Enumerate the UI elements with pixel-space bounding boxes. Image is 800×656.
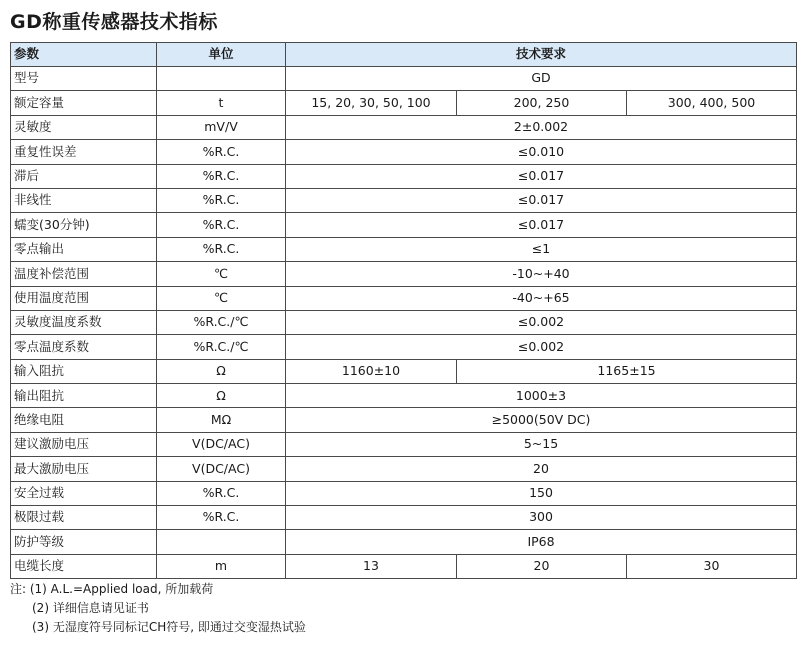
row-param: 输入阻抗 <box>11 359 157 383</box>
footnote-2: (2) 详细信息请见证书 <box>32 601 149 615</box>
row-unit: %R.C. <box>157 164 286 188</box>
row-value: 5~15 <box>286 432 797 456</box>
footnote-3: (3) 无湿度符号同标记CH符号, 即通过交变湿热试验 <box>32 620 306 634</box>
row-unit: Ω <box>157 359 286 383</box>
row-value: 13 <box>286 554 457 578</box>
row-value: 15, 20, 30, 50, 100 <box>286 91 457 115</box>
row-value: 1165±15 <box>457 359 797 383</box>
row-value: 2±0.002 <box>286 115 797 139</box>
row-value: 300, 400, 500 <box>627 91 797 115</box>
table-row <box>11 335 797 359</box>
table-row <box>11 213 797 237</box>
table-row <box>11 506 797 530</box>
row-value: ≤0.002 <box>286 335 797 359</box>
table-row <box>11 432 797 456</box>
header-requirement: 技术要求 <box>286 43 797 67</box>
table-row <box>11 457 797 481</box>
row-value: GD <box>286 67 797 91</box>
row-value: ≤0.002 <box>286 310 797 334</box>
row-unit: Ω <box>157 384 286 408</box>
row-value: ≤0.017 <box>286 164 797 188</box>
footnotes <box>10 580 306 637</box>
table-row <box>11 286 797 310</box>
spec-table <box>10 42 797 579</box>
row-unit: MΩ <box>157 408 286 432</box>
row-unit: t <box>157 91 286 115</box>
row-value: 300 <box>286 506 797 530</box>
page-title: GD称重传感器技术指标 <box>10 11 218 33</box>
row-param: 零点输出 <box>11 237 157 261</box>
table-row <box>11 310 797 334</box>
table-row <box>11 115 797 139</box>
row-param: 滞后 <box>11 164 157 188</box>
row-value: -40~+65 <box>286 286 797 310</box>
header-unit: 单位 <box>157 43 286 67</box>
row-value: 20 <box>286 457 797 481</box>
table-row <box>11 408 797 432</box>
header-param: 参数 <box>11 43 157 67</box>
row-unit: %R.C. <box>157 140 286 164</box>
table-row <box>11 262 797 286</box>
row-value: 1160±10 <box>286 359 457 383</box>
row-value: -10~+40 <box>286 262 797 286</box>
row-unit: %R.C./℃ <box>157 335 286 359</box>
table-row <box>11 237 797 261</box>
table-row <box>11 554 797 578</box>
row-param: 极限过载 <box>11 506 157 530</box>
row-param: 型号 <box>11 67 157 91</box>
row-unit: mV/V <box>157 115 286 139</box>
row-unit: %R.C. <box>157 481 286 505</box>
row-unit: ℃ <box>157 262 286 286</box>
row-param: 非线性 <box>11 188 157 212</box>
row-value: ≥5000(50V DC) <box>286 408 797 432</box>
row-param: 安全过载 <box>11 481 157 505</box>
row-param: 蠕变(30分钟) <box>11 213 157 237</box>
row-unit: %R.C. <box>157 506 286 530</box>
footnote-1: 注: (1) A.L.=Applied load, 所加载荷 <box>10 582 214 596</box>
row-param: 重复性误差 <box>11 140 157 164</box>
row-unit: %R.C./℃ <box>157 310 286 334</box>
row-unit <box>157 530 286 554</box>
table-row <box>11 91 797 115</box>
row-param: 灵敏度温度系数 <box>11 310 157 334</box>
row-value: ≤0.017 <box>286 213 797 237</box>
row-value: 150 <box>286 481 797 505</box>
row-value: 200, 250 <box>457 91 627 115</box>
row-param: 电缆长度 <box>11 554 157 578</box>
table-row <box>11 530 797 554</box>
row-param: 零点温度系数 <box>11 335 157 359</box>
table-row <box>11 359 797 383</box>
row-value: 30 <box>627 554 797 578</box>
row-value: ≤0.017 <box>286 188 797 212</box>
row-unit: ℃ <box>157 286 286 310</box>
row-value: IP68 <box>286 530 797 554</box>
row-unit: %R.C. <box>157 213 286 237</box>
row-param: 额定容量 <box>11 91 157 115</box>
table-row <box>11 164 797 188</box>
row-value: 20 <box>457 554 627 578</box>
table-row <box>11 188 797 212</box>
table-row <box>11 481 797 505</box>
row-unit: V(DC/AC) <box>157 432 286 456</box>
row-value: ≤1 <box>286 237 797 261</box>
row-unit <box>157 67 286 91</box>
row-param: 输出阻抗 <box>11 384 157 408</box>
row-param: 温度补偿范围 <box>11 262 157 286</box>
row-unit: m <box>157 554 286 578</box>
table-row <box>11 140 797 164</box>
row-param: 建议激励电压 <box>11 432 157 456</box>
row-value: ≤0.010 <box>286 140 797 164</box>
row-value: 1000±3 <box>286 384 797 408</box>
row-unit: %R.C. <box>157 188 286 212</box>
row-param: 使用温度范围 <box>11 286 157 310</box>
table-header-row <box>11 43 797 67</box>
row-unit: %R.C. <box>157 237 286 261</box>
table-row <box>11 67 797 91</box>
row-unit: V(DC/AC) <box>157 457 286 481</box>
table-row <box>11 384 797 408</box>
row-param: 最大激励电压 <box>11 457 157 481</box>
row-param: 灵敏度 <box>11 115 157 139</box>
row-param: 防护等级 <box>11 530 157 554</box>
row-param: 绝缘电阻 <box>11 408 157 432</box>
